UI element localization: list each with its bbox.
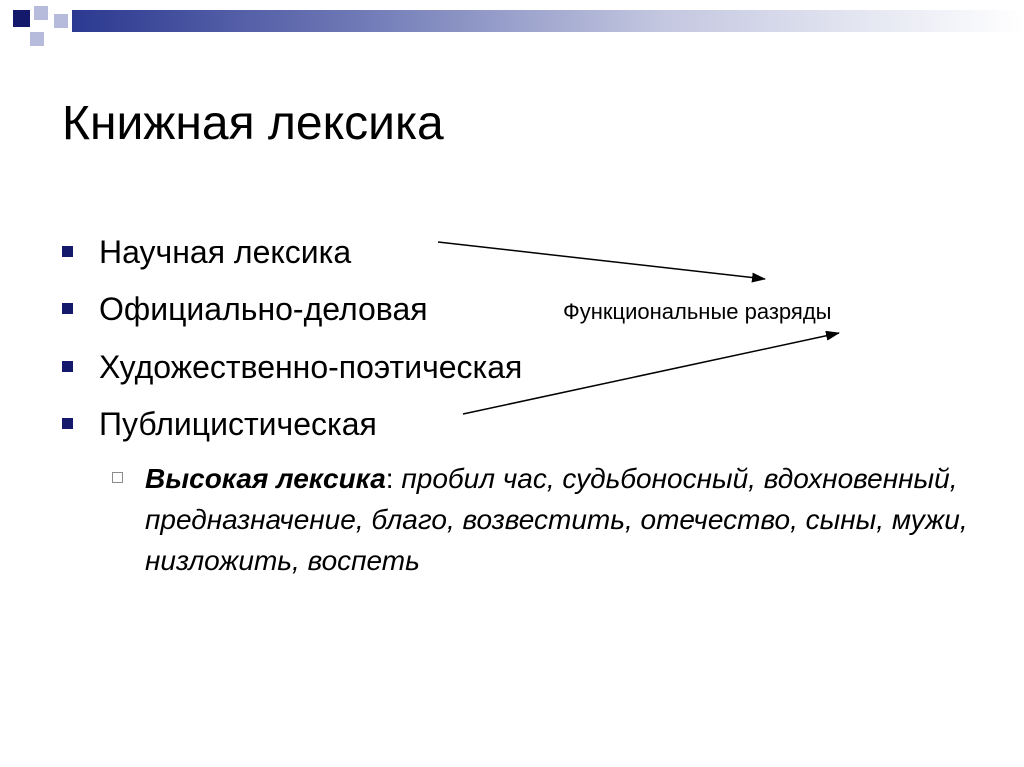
bullet-text: Публицистическая (99, 405, 377, 442)
sub-bullet-examples: пробил час, судьбоносный, вдохновенный, предназначение, благо, возвестить, отечество, сыны, мужи, низложить, воспеть (145, 463, 968, 576)
arrow-icon (463, 333, 839, 414)
sub-bullet-separator: : (385, 463, 402, 494)
bullet-text: Художественно-поэтическая (99, 348, 523, 385)
annotation-label: Функциональные разряды (563, 299, 832, 324)
arrow-icon (438, 242, 765, 279)
bullet-text: Научная лексика (99, 234, 352, 270)
sub-bullet-term: Высокая лексика (145, 463, 386, 494)
slide-title: Книжная лексика (62, 97, 444, 150)
bullet-text: Официально-деловая (99, 291, 428, 328)
